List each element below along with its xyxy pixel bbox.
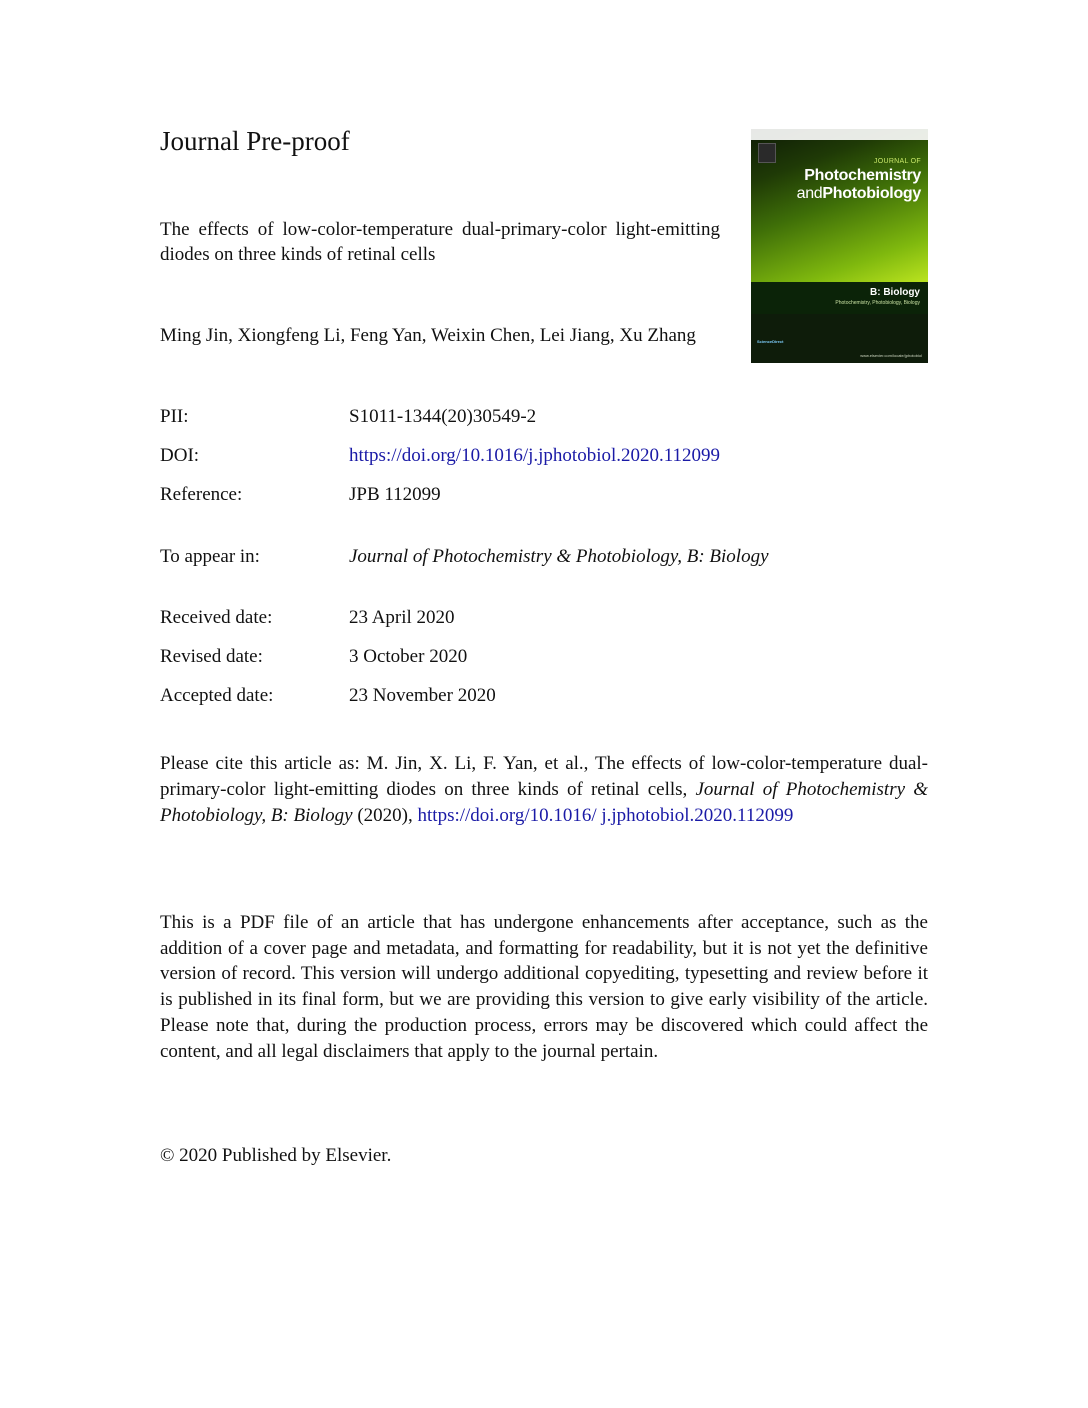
citation-year: (2020), xyxy=(352,805,418,826)
citation-text: Please cite this article as: M. Jin, X. Li, F. Yan, et al., The effects of low-color-temperature dual-primary-color light-emitting diodes on three kinds of retinal cells, xyxy=(160,753,928,800)
meta-value-received: 23 April 2020 xyxy=(349,607,455,628)
meta-label-revised: Revised date: xyxy=(160,646,263,667)
meta-label-received: Received date: xyxy=(160,607,273,628)
journal-cover-image xyxy=(751,129,928,363)
cover-top-bar xyxy=(751,129,928,140)
meta-label-to-appear-in: To appear in: xyxy=(160,546,260,567)
cover-brand: ScienceDirect xyxy=(757,339,784,344)
article-title: The effects of low-color-temperature dual-primary-color light-emitting diodes on three kinds of retinal cells xyxy=(160,219,720,265)
journal-preproof-label: Journal Pre-proof xyxy=(160,126,350,156)
meta-value-journal: Journal of Photochemistry & Photobiology, B: Biology xyxy=(349,546,769,567)
cover-title-line2 xyxy=(751,185,921,203)
meta-label-doi: DOI: xyxy=(160,445,200,466)
citation-paragraph xyxy=(160,751,928,829)
article-authors: Ming Jin, Xiongfeng Li, Feng Yan, Weixin Chen, Lei Jiang, Xu Zhang xyxy=(160,325,696,346)
meta-value-doi-link[interactable]: https://doi.org/10.1016/j.jphotobiol.2020.112099 xyxy=(349,445,721,466)
meta-value-revised: 3 October 2020 xyxy=(349,646,468,667)
cover-title-photobiology: Photobiology xyxy=(822,185,921,202)
meta-value-reference: JPB 112099 xyxy=(349,484,441,505)
citation-doi-link[interactable]: https://doi.org/10.1016/ j.jphotobiol.2020.112099 xyxy=(417,805,794,826)
cover-title-and: and xyxy=(796,185,823,202)
meta-value-pii: S1011-1344(20)30549-2 xyxy=(349,406,537,427)
cover-title-line1: Photochemistry xyxy=(804,167,921,184)
preproof-notice-paragraph: This is a PDF file of an article that has undergone enhancements after acceptance, such as the addition of a cover page and metadata, and formatting for readability, but it is not yet the definitive version of record. This version will undergo additional copyediting, typesetting and review before it is published in its final form, but we are providing this version to give early visibility of the article. Please note that, during the production process, errors may be discovered which could affect the content, and all legal disclaimers that apply to the journal pertain. xyxy=(160,912,928,1062)
cover-journal-of: JOURNAL OF xyxy=(873,158,921,165)
meta-value-accepted: 23 November 2020 xyxy=(349,685,496,706)
cover-section-title: B: Biology xyxy=(870,287,920,298)
meta-label-reference: Reference: xyxy=(160,484,243,505)
citation-journal: Journal of Photochemistry & Photobiology, B: Biology xyxy=(160,779,928,826)
cover-url: www.elsevier.com/locate/jphotobiol xyxy=(860,353,922,358)
meta-label-pii: PII: xyxy=(160,406,189,427)
copyright-line: © 2020 Published by Elsevier. xyxy=(160,1145,392,1166)
cover-section-subtitle: Photochemistry, Photobiology, Biology xyxy=(835,300,920,306)
meta-label-accepted: Accepted date: xyxy=(160,685,274,706)
